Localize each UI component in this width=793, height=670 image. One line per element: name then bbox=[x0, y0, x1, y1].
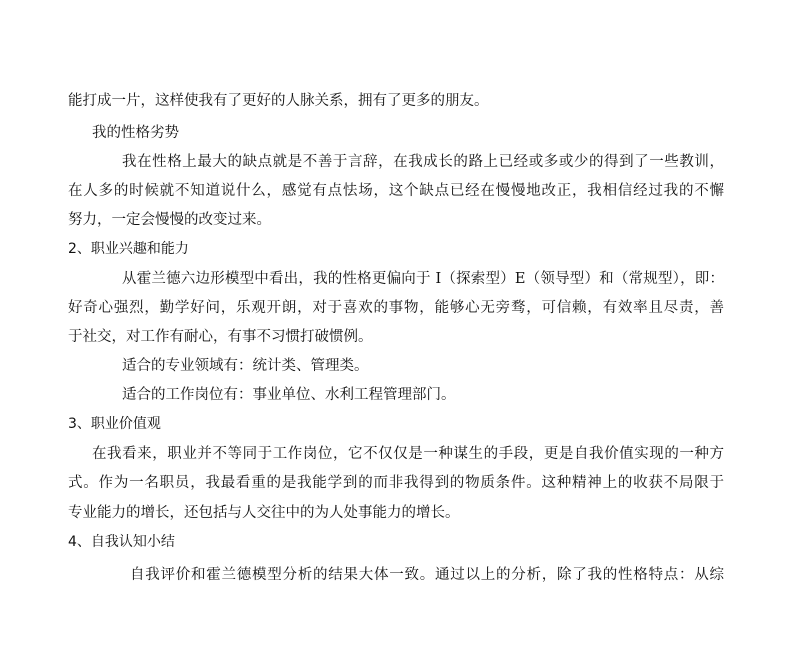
section-heading-self-cognition: 4、自我认知小结 bbox=[68, 534, 175, 550]
paragraph-line: 我在性格上最大的缺点就是不善于言辞，在我成长的路上已经或多或少的得到了一些教训， bbox=[122, 154, 724, 170]
paragraph-line: 式。作为一名职员，我最看重的是我能学到的而非我得到的物质条件。这种精神上的收获不局限于 bbox=[68, 475, 724, 491]
paragraph-line: 适合的专业领域有：统计类、管理类。 bbox=[122, 358, 369, 374]
paragraph-line: 自我评价和霍兰德模型分析的结果大体一致。通过以上的分析，除了我的性格特点：从综 bbox=[130, 567, 724, 583]
paragraph-line: 从霍兰德六边形模型中看出，我的性格更偏向于 I（探索型）E（领导型）和（常规型），即： bbox=[122, 271, 724, 287]
subheading-personality-weakness: 我的性格劣势 bbox=[92, 125, 179, 141]
paragraph-line: 专业能力的增长，还包括与人交往中的为人处事能力的增长。 bbox=[68, 505, 460, 521]
paragraph-line: 努力，一定会慢慢的改变过来。 bbox=[68, 212, 271, 228]
section-heading-career-values: 3、职业价值观 bbox=[68, 416, 161, 432]
paragraph-line: 在人多的时候就不知道说什么，感觉有点怯场，这个缺点已经在慢慢地改正，我相信经过我的不懈 bbox=[68, 183, 724, 199]
paragraph-line: 于社交，对工作有耐心，有事不习惯打破惯例。 bbox=[68, 329, 373, 345]
paragraph-line: 好奇心强烈，勤学好问，乐观开朗，对于喜欢的事物，能够心无旁骛，可信赖，有效率且尽责，善 bbox=[68, 300, 724, 316]
paragraph-line: 能打成一片，这样使我有了更好的人脉关系，拥有了更多的朋友。 bbox=[68, 93, 489, 109]
section-heading-career-interest: 2、职业兴趣和能力 bbox=[68, 241, 189, 257]
paragraph-line: 适合的工作岗位有：事业单位、水利工程管理部门。 bbox=[122, 387, 456, 403]
paragraph-line: 在我看来，职业并不等同于工作岗位，它不仅仅是一种谋生的手段，更是自我价值实现的一种方 bbox=[92, 446, 724, 462]
